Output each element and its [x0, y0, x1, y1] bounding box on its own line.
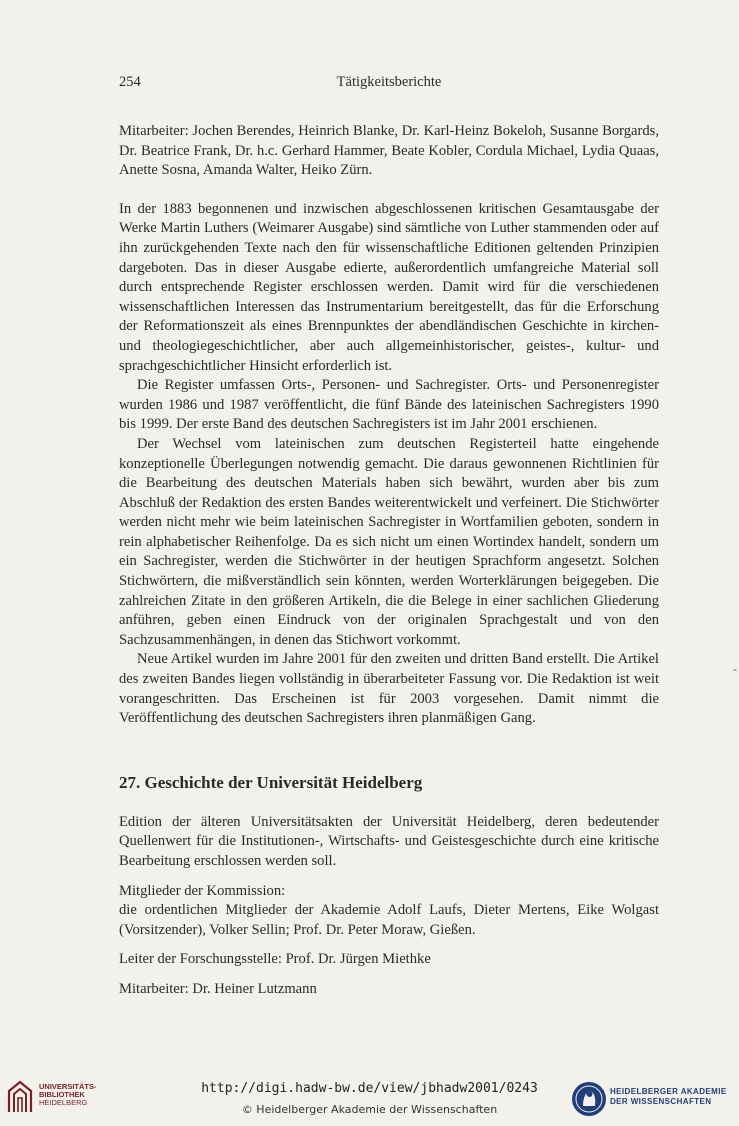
running-header: [119, 74, 659, 94]
hadw-logo-text: HEIDELBERGER AKADEMIE DER WISSENSCHAFTEN: [610, 1087, 727, 1106]
commission-label: Mitglieder der Kommission:: [119, 882, 286, 899]
ub-logo-text: UNIVERSITÄTS- BIBLIOTHEK HEIDELBERG: [39, 1082, 97, 1107]
hadw-seal-icon: [570, 1079, 608, 1119]
section-intro: Edition der älteren Universitätsakten der Universität Heidelberg, deren bedeutender Quellenwert für die Institutionen-, Wirtschafts- und Geistesgeschichte durch eine kritische Bearbeitung erschlossen werden soll.: [119, 813, 659, 869]
running-title: Tätigkeitsberichte: [336, 74, 442, 90]
commission-members: die ordentlichen Mitglieder der Akademie Adolf Laufs, Dieter Mertens, Eike Wolgast (Vorsitzender), Volker Sellin; Prof. Dr. Peter Moraw, Gießen.: [119, 902, 659, 938]
paragraph-4: Neue Artikel wurden im Jahre 2001 für den zweiten und dritten Band erstellt. Die Artikel des zweiten Bandes liegen vollständig in überarbeiteter Fassung vor. Die Redaktion ist weit vorangeschritten. Das Erscheinen ist für 2003 vorgesehen. Damit nimmt die Veröffentlichung des deutschen Sachregisters ihren planmäßigen Gang.: [119, 651, 659, 727]
section-staff: Mitarbeiter: Dr. Heiner Lutzmann: [119, 980, 317, 997]
margin-mark: -: [733, 662, 737, 676]
page-number: 254: [119, 74, 141, 90]
paragraph-3: Der Wechsel vom lateinischen zum deutschen Registerteil hatte eingehende konzeptionelle Überlegungen notwendig gemacht. Die daraus gewonnenen Richtlinien für die Bearbeitung des deutschen Materials haben sich bewährt, wurden aber bis zum Abschluß der Redaktion des ersten Bandes weiterentwickelt und verfeinert. Die Stichwörter werden nicht mehr wie beim lateinischen Sachregister in Wortfamilien geboten, sondern in rein alphabetischer Reihenfolge. Da es sich nicht um einen Wortindex handelt, sondern um ein Sachregister, werden die Stichwörter in der heutigen Sprachform angesetzt. Solchen Stichwörtern, die mißverständlich sein könnten, werden Worterklärungen beigegeben. Die zahlreichen Zitate in den größeren Artikeln, die die Belege in einer sachlichen Gliederung anführen, geben einen Eindruck von der originalen Sprachgestalt und von den Sachzusammenhängen, in denen das Stichwort vorkommt.: [119, 435, 659, 648]
hadw-logo[interactable]: [570, 1078, 735, 1120]
staff-paragraph: Mitarbeiter: Jochen Berendes, Heinrich Blanke, Dr. Karl-Heinz Bokeloh, Susanne Borgards, Dr. Beatrice Frank, Dr. h.c. Gerhard Hammer, Beate Kobler, Cordula Michael, Lydia Quaas, Anette Sosna, Amanda Walter, Heiko Zürn.: [119, 123, 659, 179]
paragraph-1: In der 1883 begonnenen und inzwischen abgeschlossenen kritischen Gesamtausgabe der Werke Martin Luthers (Weimarer Ausgabe) sind sämtliche von Luther stammenden oder auf ihn zurückgehenden Texte nach den für wissenschaftliche Editionen geltenden Prinzipien dargeboten. Das in dieser Ausgabe edierte, außerordentlich umfangreiche Material soll durch entsprechende Register erschlossen werden. Damit wird für die verschiedenen wissenschaftlichen Interessen das Instrumentarium bereitgestellt, das für die Erforschung der Reformationszeit als eines Brennpunktes der abendländischen Geschichte in kirchen- und theologiegeschichtlicher, aber auch allgemeinhistorischer, geistes-, kultur- und sprachgeschichtlicher Hinsicht erforderlich ist.: [119, 200, 659, 374]
research-head: Leiter der Forschungsstelle: Prof. Dr. Jürgen Miethke: [119, 951, 431, 968]
permalink-url[interactable]: http://digi.hadw-bw.de/view/jbhadw2001/0243: [201, 1081, 538, 1096]
paragraph-2: Die Register umfassen Orts-, Personen- und Sachregister. Orts- und Personenregister wurden 1986 und 1987 veröffentlicht, die fünf Bände des lateinischen Sachregisters 1990 bis 1999. Der erste Band des deutschen Sachregisters ist im Jahr 2001 erschienen.: [119, 377, 659, 433]
footer-bar: [0, 1070, 739, 1126]
copyright-notice: © Heidelberger Akademie der Wissenschaften: [241, 1103, 498, 1116]
body-text: [119, 122, 659, 1000]
section-heading: 27. Geschichte der Universität Heidelberg: [119, 772, 423, 792]
